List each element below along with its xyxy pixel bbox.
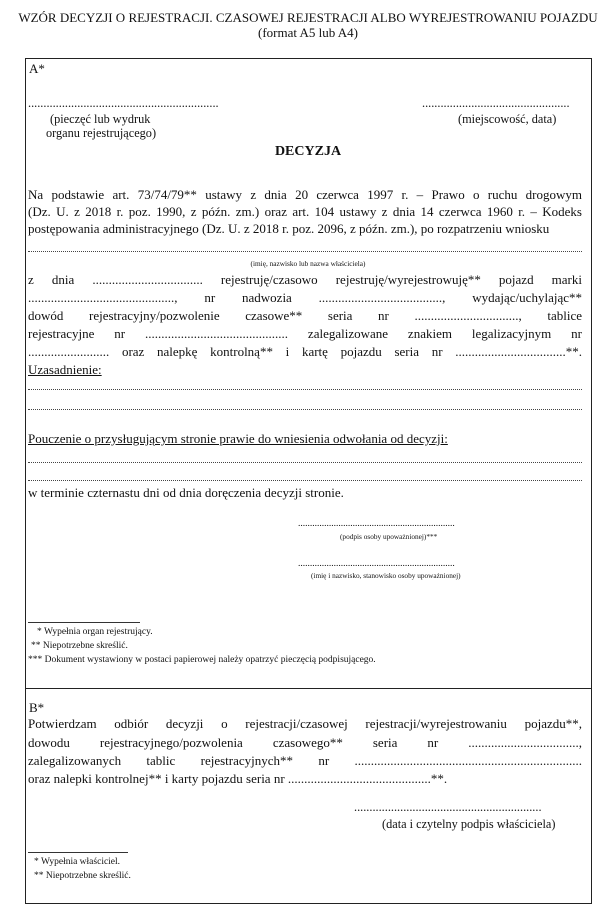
owner-signature-label: (data i czytelny podpis właściciela) bbox=[382, 817, 556, 831]
para-line: dowód rejestracyjny/pozwolenie czasowe** seria nr ................................, tablice bbox=[28, 308, 582, 323]
section-b-marker: B* bbox=[29, 700, 45, 715]
para-line: postępowania administracyjnego (Dz. U. z 2018 r. poz. 2096, z późn. zm.), po rozpatrzeniu wniosku bbox=[28, 221, 550, 236]
form-title: WZÓR DECYZJI O REJESTRACJI. CZASOWEJ REJESTRACJI ALBO WYREJESTROWANIU POJAZDU bbox=[18, 10, 598, 25]
para-line: rejestracyjne nr ............................................ zalegalizowane znakiem legalizacyjnym nr bbox=[28, 326, 582, 341]
owner-signature-dots[interactable]: ............................................................. bbox=[354, 800, 542, 814]
stamp-label: (pieczęć lub wydruk bbox=[50, 112, 151, 126]
stamp-dots[interactable]: .............................................................. bbox=[28, 96, 219, 110]
footnote: * Wypełnia organ rejestrujący. bbox=[37, 627, 153, 637]
owner-label: (imię, nazwisko lub nazwa właściciela) bbox=[250, 259, 366, 268]
footnote: ** Niepotrzebne skreślić. bbox=[31, 641, 128, 651]
footnote: *** Dokument wystawiony w postaci papierowej należy opatrzyć pieczęcią podpisującego. bbox=[28, 655, 376, 665]
justification-label: Uzasadnienie: bbox=[28, 362, 102, 377]
place-label: (miejscowość, data) bbox=[458, 112, 557, 126]
stamp-label-2: organu rejestrującego) bbox=[46, 126, 157, 140]
para-line: z dnia .................................. rejestruję/czasowo rejestruję/wyrejestrowuję** pojazd marki bbox=[28, 272, 582, 287]
para-line: oraz nalepki kontrolnej** i karty pojazdu seria nr ............................................**. bbox=[28, 771, 448, 786]
para-line: ............................................., nr nadwozia ......................................, wydając/uchylając** bbox=[28, 290, 582, 305]
signer-name-dots[interactable]: .................................................................. bbox=[298, 559, 455, 569]
signature-dots[interactable]: .................................................................. bbox=[298, 519, 455, 529]
decision-title: DECYZJA bbox=[274, 144, 342, 159]
section-a-marker: A* bbox=[29, 61, 45, 76]
footnote-separator bbox=[28, 622, 140, 623]
footnote: ** Niepotrzebne skreślić. bbox=[34, 871, 131, 881]
signature-label: (podpis osoby upoważnionej)*** bbox=[340, 532, 438, 541]
para-line: Na podstawie art. 73/74/79** ustawy z dnia 20 czerwca 1997 r. – Prawo o ruchu drogowym bbox=[28, 187, 582, 202]
justification-line[interactable] bbox=[28, 389, 582, 390]
instruction-label: Pouczenie o przysługującym stronie prawie do wniesienia odwołania od decyzji: bbox=[28, 431, 448, 446]
footnote-separator bbox=[28, 852, 128, 853]
para-line: zalegalizowanych tablic rejestracyjnych** nr ...................................................................... bbox=[28, 753, 582, 768]
signer-name-label: (imię i nazwisko, stanowisko osoby upoważnionej) bbox=[311, 571, 461, 580]
instruction-line[interactable] bbox=[28, 480, 582, 481]
para-line: Potwierdzam odbiór decyzji o rejestracji/czasowej rejestracji/wyrejestrowaniu pojazdu**, bbox=[28, 716, 582, 731]
para-line: dowodu rejestracyjnego/pozwolenia czasowego** seria nr .................................., bbox=[28, 735, 582, 750]
deadline-text: w terminie czternastu dni od dnia doręczenia decyzji stronie. bbox=[28, 485, 344, 500]
justification-line[interactable] bbox=[28, 409, 582, 410]
form-subtitle: (format A5 lub A4) bbox=[257, 25, 358, 40]
owner-dotted-line[interactable] bbox=[28, 251, 582, 252]
instruction-line[interactable] bbox=[28, 462, 582, 463]
para-line: ......................... oraz nalepkę kontrolną** i kartę pojazdu seria nr ..................................**. bbox=[28, 344, 582, 359]
place-dots[interactable]: ................................................ bbox=[422, 96, 570, 110]
footnote: * Wypełnia właściciel. bbox=[34, 857, 121, 867]
para-line: (Dz. U. z 2018 r. poz. 1990, z późn. zm.) oraz art. 104 ustawy z dnia 14 czerwca 1960 r. – Kodeks bbox=[28, 204, 582, 219]
